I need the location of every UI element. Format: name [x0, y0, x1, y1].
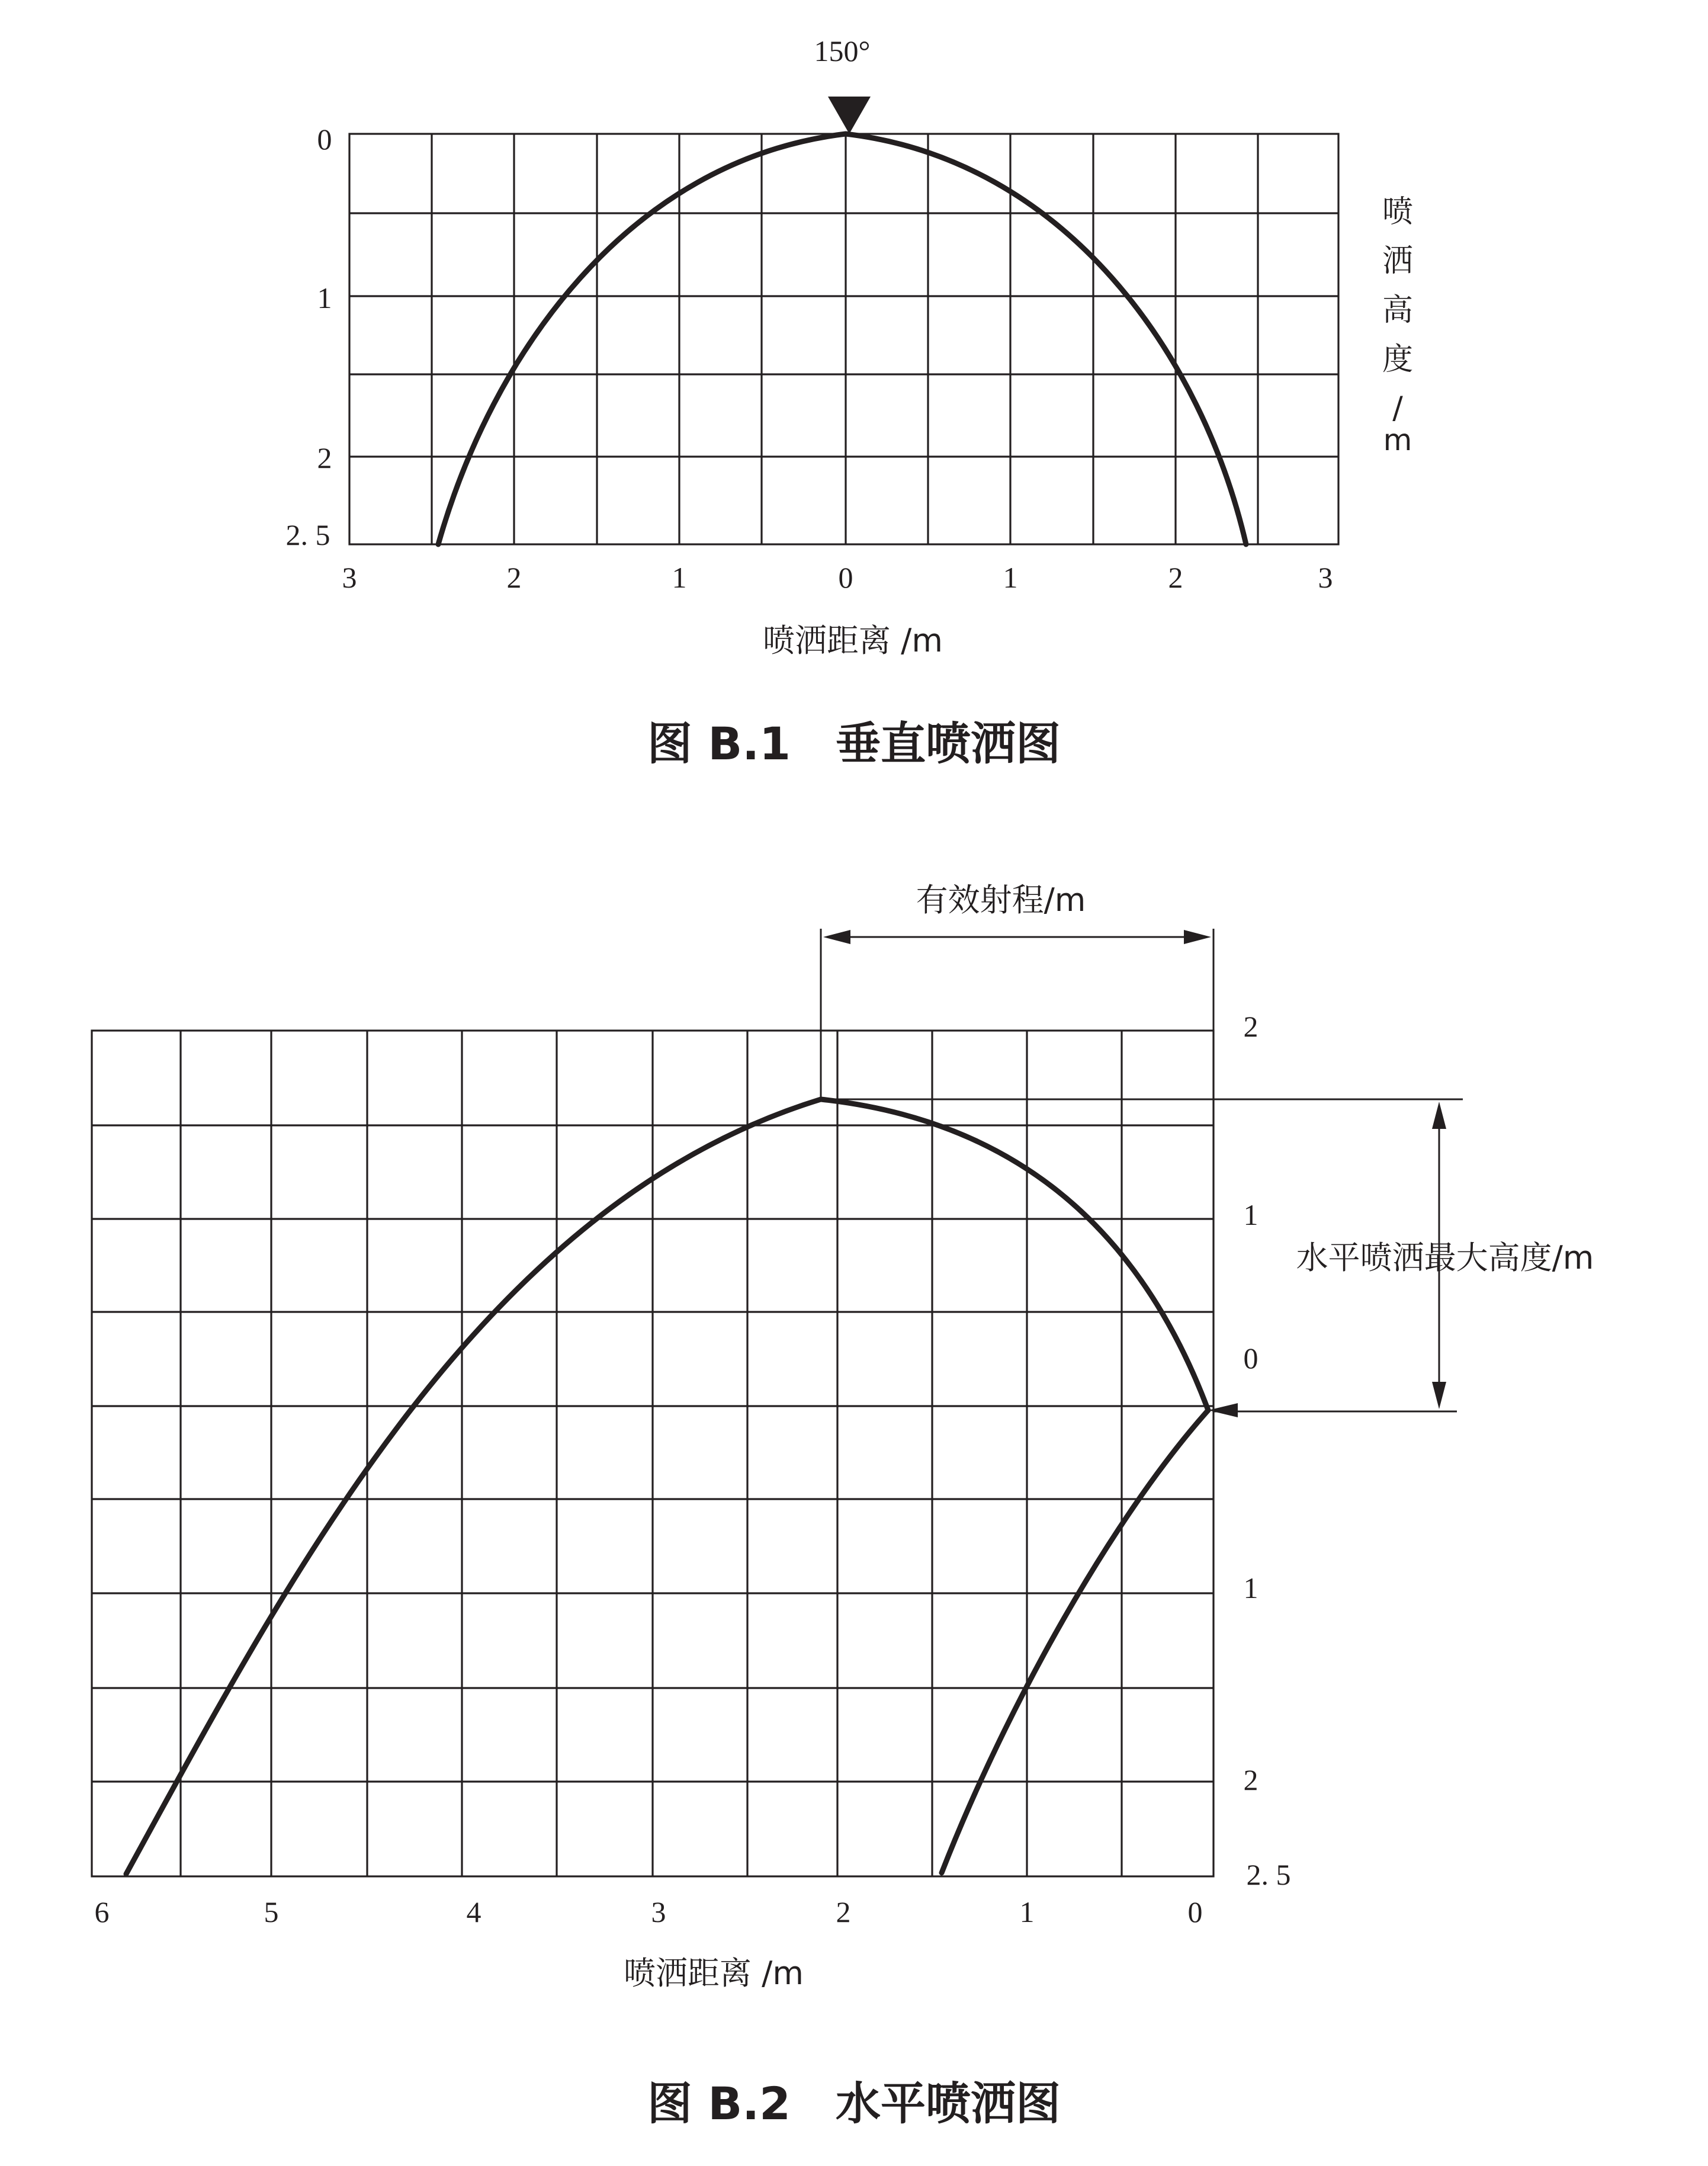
horizontal-spray-upper-curve	[126, 1099, 1208, 1874]
nozzle-marker-icon	[828, 97, 871, 134]
x-tick: 0	[838, 561, 853, 594]
max-height-label: 水平喷洒最大高度/m	[1296, 1239, 1594, 1276]
y-tick: 1	[317, 281, 332, 315]
x-tick: 1	[1019, 1895, 1035, 1928]
x-axis-label: 喷洒距离 /m	[624, 1955, 804, 1992]
svg-text:洒: 洒	[1382, 243, 1414, 279]
y-tick: 1	[1243, 1571, 1258, 1605]
y-tick: 0	[317, 123, 332, 156]
y-tick: 1	[1243, 1198, 1258, 1231]
angle-label: 150°	[814, 34, 871, 68]
svg-text:度: 度	[1382, 342, 1414, 377]
figure-b2	[92, 881, 1594, 2130]
horizontal-spray-lower-curve	[942, 1410, 1208, 1873]
arrow-down-icon	[1432, 1382, 1446, 1409]
y-tick: 2	[1243, 1010, 1258, 1043]
figure-caption: 图 B.1 垂直喷洒图	[647, 717, 1061, 770]
x-tick: 2	[1168, 561, 1183, 594]
y-tick: 2. 5	[1246, 1858, 1291, 1891]
y-tick: 2	[317, 441, 332, 474]
x-tick: 3	[342, 561, 357, 594]
svg-text:高: 高	[1382, 293, 1414, 328]
x-tick: 4	[466, 1895, 481, 1928]
x-tick: 6	[94, 1895, 110, 1928]
x-tick: 3	[1318, 561, 1333, 594]
horizontal-spray-grid	[92, 1031, 1213, 1876]
vertical-spray-grid	[349, 134, 1338, 544]
x-tick: 3	[651, 1895, 666, 1928]
y-axis-label	[1382, 194, 1413, 457]
vertical-spray-curve	[438, 134, 1246, 544]
x-axis-label: 喷洒距离 /m	[763, 622, 943, 659]
figure-caption: 图 B.2 水平喷洒图	[647, 2077, 1061, 2130]
arrow-up-icon	[1432, 1102, 1446, 1129]
arrow-left-icon	[823, 930, 850, 944]
figure-b1	[286, 34, 1414, 770]
svg-text:/: /	[1392, 390, 1403, 426]
y-tick: 0	[1243, 1342, 1258, 1375]
y-tick: 2	[1243, 1763, 1258, 1796]
arrow-right-icon	[1184, 930, 1211, 944]
y-tick: 2. 5	[285, 518, 330, 551]
effective-range-label: 有效射程/m	[916, 881, 1086, 919]
svg-text:喷: 喷	[1382, 194, 1414, 230]
x-tick: 2	[836, 1895, 851, 1928]
x-tick: 5	[264, 1895, 279, 1928]
x-tick: 2	[506, 561, 522, 594]
grid-frame	[349, 134, 1338, 544]
svg-text:m: m	[1383, 423, 1412, 457]
x-tick: 1	[1003, 561, 1018, 594]
x-tick: 1	[672, 561, 687, 594]
x-tick: 0	[1187, 1895, 1203, 1928]
